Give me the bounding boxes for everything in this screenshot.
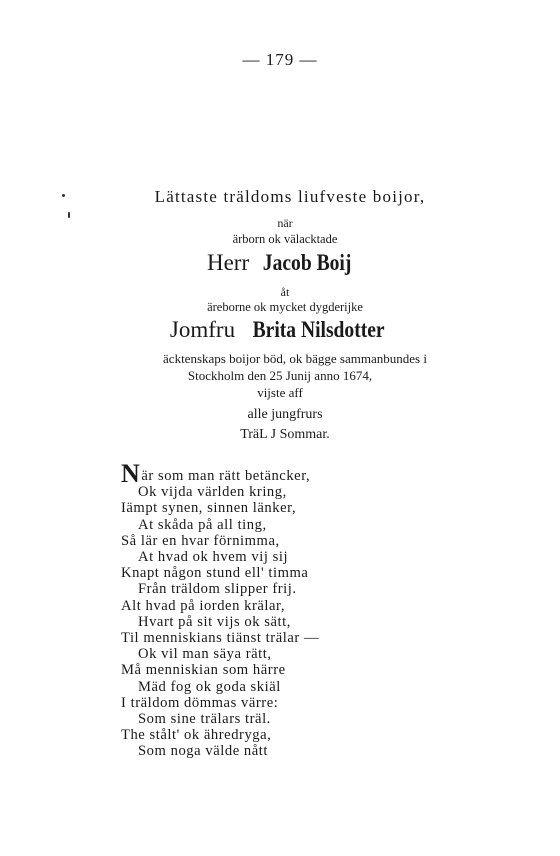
occasion-text	[0, 350, 560, 401]
author-attribution	[5, 405, 560, 445]
poem-line: Må menniskian som härre	[121, 662, 286, 679]
poem-line: Knapt någon stund ell' timma	[121, 565, 309, 582]
attribution-line-2: TräL J Sommar.	[240, 427, 330, 442]
bride-name-line	[3, 317, 560, 343]
poem-line: I träldom dömmas värre:	[121, 694, 279, 711]
subtitle-at: åt	[280, 285, 290, 299]
page-number: — 179 —	[242, 50, 318, 69]
bride-prefix: Jomfru	[169, 317, 236, 342]
poem-line: Alt hvad på iorden krälar,	[121, 597, 286, 614]
poem-line: När som man rätt betäncker,	[121, 459, 311, 488]
poem-line: Mäd fog ok goda skiäl	[138, 678, 281, 695]
subtitle-areborne: äreborne ok mycket dygderijke	[207, 300, 363, 314]
groom-name: Jacob Boij	[262, 250, 352, 275]
bride-name: Brita Nilsdotter	[252, 317, 385, 342]
drop-cap: N	[121, 459, 141, 488]
groom-name-line	[3, 250, 560, 276]
poem-title: Lättaste träldoms liufveste boijor,	[154, 187, 426, 206]
poem-line: Från träldom slipper frij.	[138, 581, 297, 598]
poem-line: Som noga välde nått	[138, 743, 269, 760]
occasion-line-2: Stockholm den 25 Junij anno 1674,	[187, 368, 373, 383]
occasion-line-3: vijste aff	[257, 385, 303, 400]
poem-line: At skåda på all ting,	[138, 516, 267, 533]
poem-line: Ok vil man säya rätt,	[138, 646, 272, 663]
poem-line: The stålt' ok ähredryga,	[121, 727, 272, 744]
poem-line: Til menniskians tiänst trälar —	[121, 630, 320, 647]
poem-line: Iämpt synen, sinnen länker,	[121, 500, 297, 517]
subtitle-arborn: ärborn ok välacktade	[232, 232, 338, 246]
groom-prefix: Herr	[206, 250, 250, 275]
attribution-line-1: alle jungfrurs	[247, 407, 323, 422]
poem-line: Hvart på sit vijs ok sätt,	[138, 613, 291, 630]
subtitle-naer: när	[277, 216, 293, 230]
poem-line: Ok vijda världen kring,	[138, 484, 287, 501]
poem-line: Så lär en hvar förnimma,	[121, 532, 280, 549]
occasion-line-1: äcktenskaps boijor böd, ok bägge sammanbundes i	[163, 351, 427, 366]
poem-line: Som sine trälars träl.	[138, 711, 271, 728]
poem-line: At hvad ok hvem vij sij	[138, 549, 289, 566]
poem-body	[121, 459, 320, 760]
